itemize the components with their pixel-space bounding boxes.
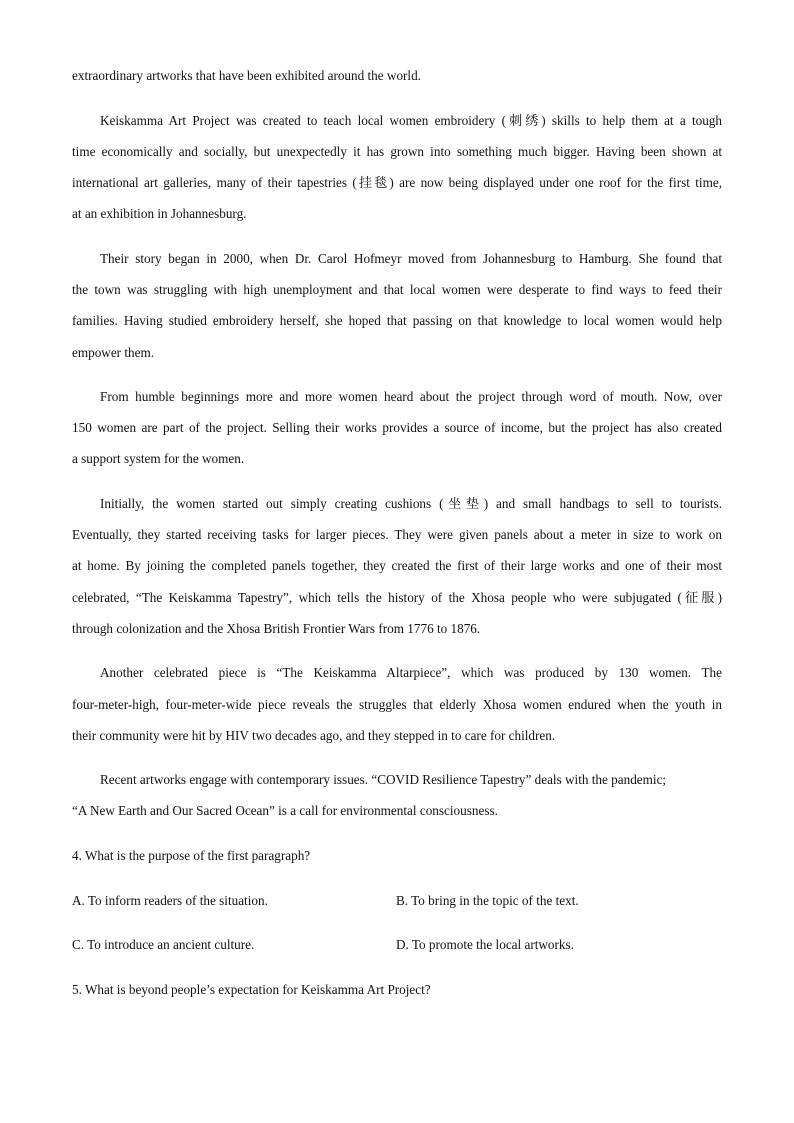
paragraph-5-line-3: their community were hit by HIV two decades ago, and they stepped in to care for children. <box>72 728 556 743</box>
paragraph-4-line-4: celebrated, “The Keiskamma Tapestry”, which tells the history of the Xhosa people who were subjugated (征服) <box>72 590 722 605</box>
question-4-option-c: C. To introduce an ancient culture. <box>72 937 255 952</box>
paragraph-4-line-3: at home. By joining the completed panels together, they created the first of their large works and one of their most <box>72 558 722 573</box>
paragraph-2-line-4: empower them. <box>72 345 155 360</box>
paragraph-0-line-1: extraordinary artworks that have been exhibited around the world. <box>72 68 421 83</box>
paragraph-4-line-5: through colonization and the Xhosa British Frontier Wars from 1776 to 1876. <box>72 621 481 636</box>
paragraph-6-line-1: Recent artworks engage with contemporary issues. “COVID Resilience Tapestry” deals with the pandemic; <box>100 772 667 787</box>
paragraph-3-line-3: a support system for the women. <box>72 451 245 466</box>
paragraph-1-line-2: time economically and socially, but unexpectedly it has grown into something much bigger. Having been shown at <box>72 144 722 159</box>
paragraph-5-line-2: four-meter-high, four-meter-wide piece reveals the struggles that elderly Xhosa women endured when the youth in <box>72 697 722 712</box>
paragraph-2-line-2: the town was struggling with high unemployment and that local women were desperate to find ways to feed their <box>72 282 722 297</box>
paragraph-1-line-4: at an exhibition in Johannesburg. <box>72 206 247 221</box>
question-5-stem: 5. What is beyond people’s expectation for Keiskamma Art Project? <box>72 982 431 997</box>
paragraph-6-line-2: “A New Earth and Our Sacred Ocean” is a call for environmental consciousness. <box>72 803 498 818</box>
paragraph-3-line-1: From humble beginnings more and more women heard about the project through word of mouth. Now, over <box>100 389 722 404</box>
paragraph-1-line-1: Keiskamma Art Project was created to teach local women embroidery (刺绣) skills to help them at a tough <box>100 113 722 128</box>
paragraph-2-line-1: Their story began in 2000, when Dr. Carol Hofmeyr moved from Johannesburg to Hamburg. She found that <box>100 251 722 266</box>
paragraph-4-line-1: Initially, the women started out simply creating cushions (坐垫) and small handbags to sell to tourists. <box>100 496 722 511</box>
question-4-option-d: D. To promote the local artworks. <box>396 937 574 952</box>
paragraph-3-line-2: 150 women are part of the project. Selling their works provides a source of income, but the project has also created <box>72 420 722 435</box>
paragraph-2-line-3: families. Having studied embroidery herself, she hoped that passing on that knowledge to local women would help <box>72 313 722 328</box>
paragraph-4-line-2: Eventually, they started receiving tasks for larger pieces. They were given panels about a meter in size to work on <box>72 527 722 542</box>
question-4-stem: 4. What is the purpose of the first paragraph? <box>72 848 311 863</box>
question-4-option-b: B. To bring in the topic of the text. <box>396 893 579 908</box>
question-4-option-a: A. To inform readers of the situation. <box>72 893 268 908</box>
paragraph-1-line-3: international art galleries, many of their tapestries (挂毯) are now being displayed under one roof for the first time, <box>72 175 722 190</box>
paragraph-5-line-1: Another celebrated piece is “The Keiskamma Altarpiece”, which was produced by 130 women. The <box>100 665 722 680</box>
